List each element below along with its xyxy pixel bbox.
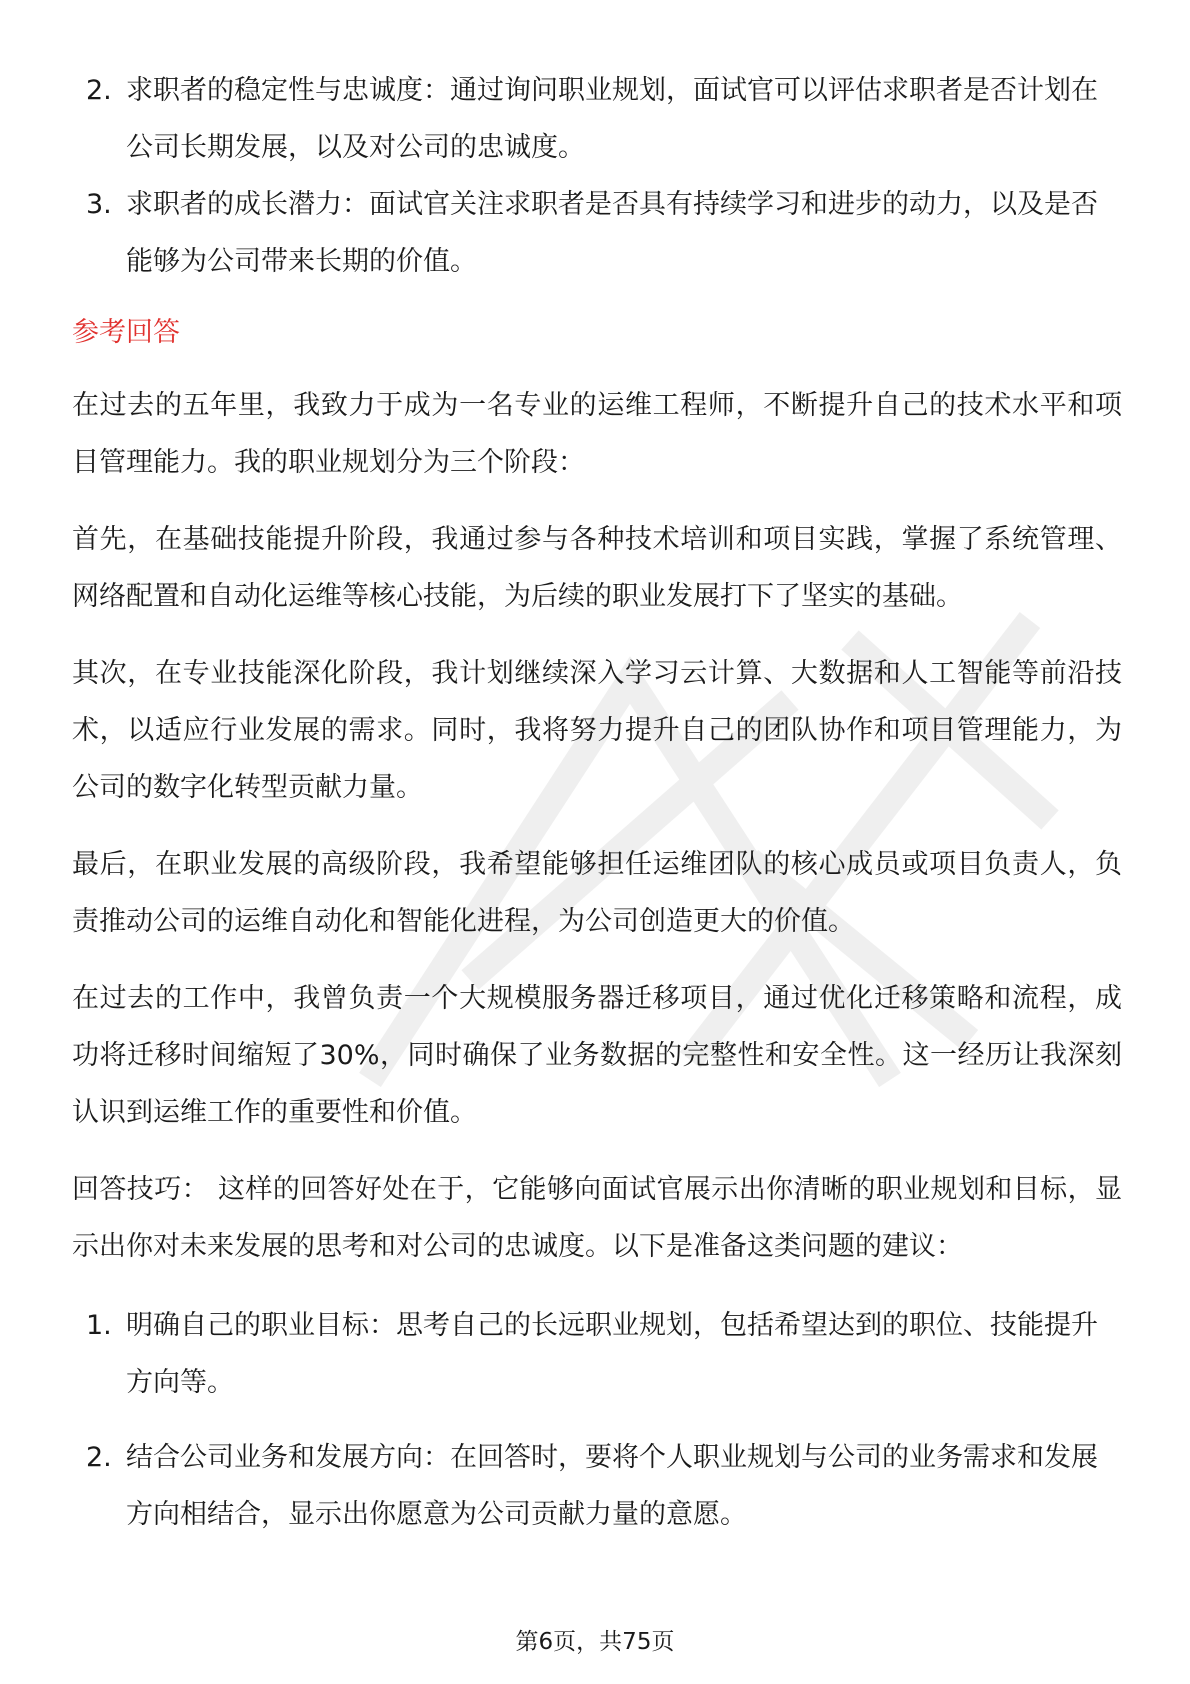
list-item-text: 明确自己的职业目标：思考自己的长远职业规划，包括希望达到的职位、技能提升方向等。 bbox=[126, 1310, 1098, 1398]
answer-paragraph: 在过去的五年里，我致力于成为一名专业的运维工程师，不断提升自己的技术水平和项目管理能力。我的职业规划分为三个阶段： bbox=[72, 390, 1122, 478]
answer-paragraph: 其次，在专业技能深化阶段，我计划继续深入学习云计算、大数据和人工智能等前沿技术，以适应行业发展的需求。同时，我将努力提升自己的团队协作和项目管理能力，为公司的数字化转型贡献力量。 bbox=[72, 658, 1122, 803]
list-item-text: 求职者的稳定性与忠诚度：通过询问职业规划，面试官可以评估求职者是否计划在公司长期发展，以及对公司的忠诚度。 bbox=[126, 75, 1098, 163]
list-item bbox=[72, 1297, 1122, 1411]
list-item-number: 1. bbox=[86, 1310, 112, 1341]
answer-paragraph: 首先，在基础技能提升阶段，我通过参与各种技术培训和项目实践，掌握了系统管理、网络配置和自动化运维等核心技能，为后续的职业发展打下了坚实的基础。 bbox=[72, 524, 1122, 612]
top-numbered-list bbox=[72, 62, 1122, 290]
list-item bbox=[72, 1429, 1122, 1543]
answer-paragraph: 最后，在职业发展的高级阶段，我希望能够担任运维团队的核心成员或项目负责人，负责推动公司的运维自动化和智能化进程，为公司创造更大的价值。 bbox=[72, 849, 1122, 937]
page-content bbox=[72, 62, 1122, 1561]
answer-paragraph: 在过去的工作中，我曾负责一个大规模服务器迁移项目，通过优化迁移策略和流程，成功将迁移时间缩短了30%，同时确保了业务数据的完整性和安全性。这一经历让我深刻认识到运维工作的重要性和价值。 bbox=[72, 983, 1122, 1128]
tips-numbered-list bbox=[72, 1297, 1122, 1543]
list-item bbox=[72, 62, 1122, 176]
list-item-text: 求职者的成长潜力：面试官关注求职者是否具有持续学习和进步的动力，以及是否能够为公司带来长期的价值。 bbox=[126, 189, 1098, 277]
list-item bbox=[72, 176, 1122, 290]
list-item-number: 3. bbox=[86, 189, 112, 220]
tips-intro-paragraph: 回答技巧： 这样的回答好处在于，它能够向面试官展示出你清晰的职业规划和目标，显示出你对未来发展的思考和对公司的忠诚度。以下是准备这类问题的建议： bbox=[72, 1174, 1122, 1262]
list-item-number: 2. bbox=[86, 1442, 112, 1473]
list-item-number: 2. bbox=[86, 75, 112, 106]
page-footer: 第6页，共75页 bbox=[515, 1629, 675, 1655]
section-title: 参考回答 bbox=[72, 317, 180, 348]
list-item-text: 结合公司业务和发展方向：在回答时，要将个人职业规划与公司的业务需求和发展方向相结合，显示出你愿意为公司贡献力量的意愿。 bbox=[126, 1442, 1098, 1530]
